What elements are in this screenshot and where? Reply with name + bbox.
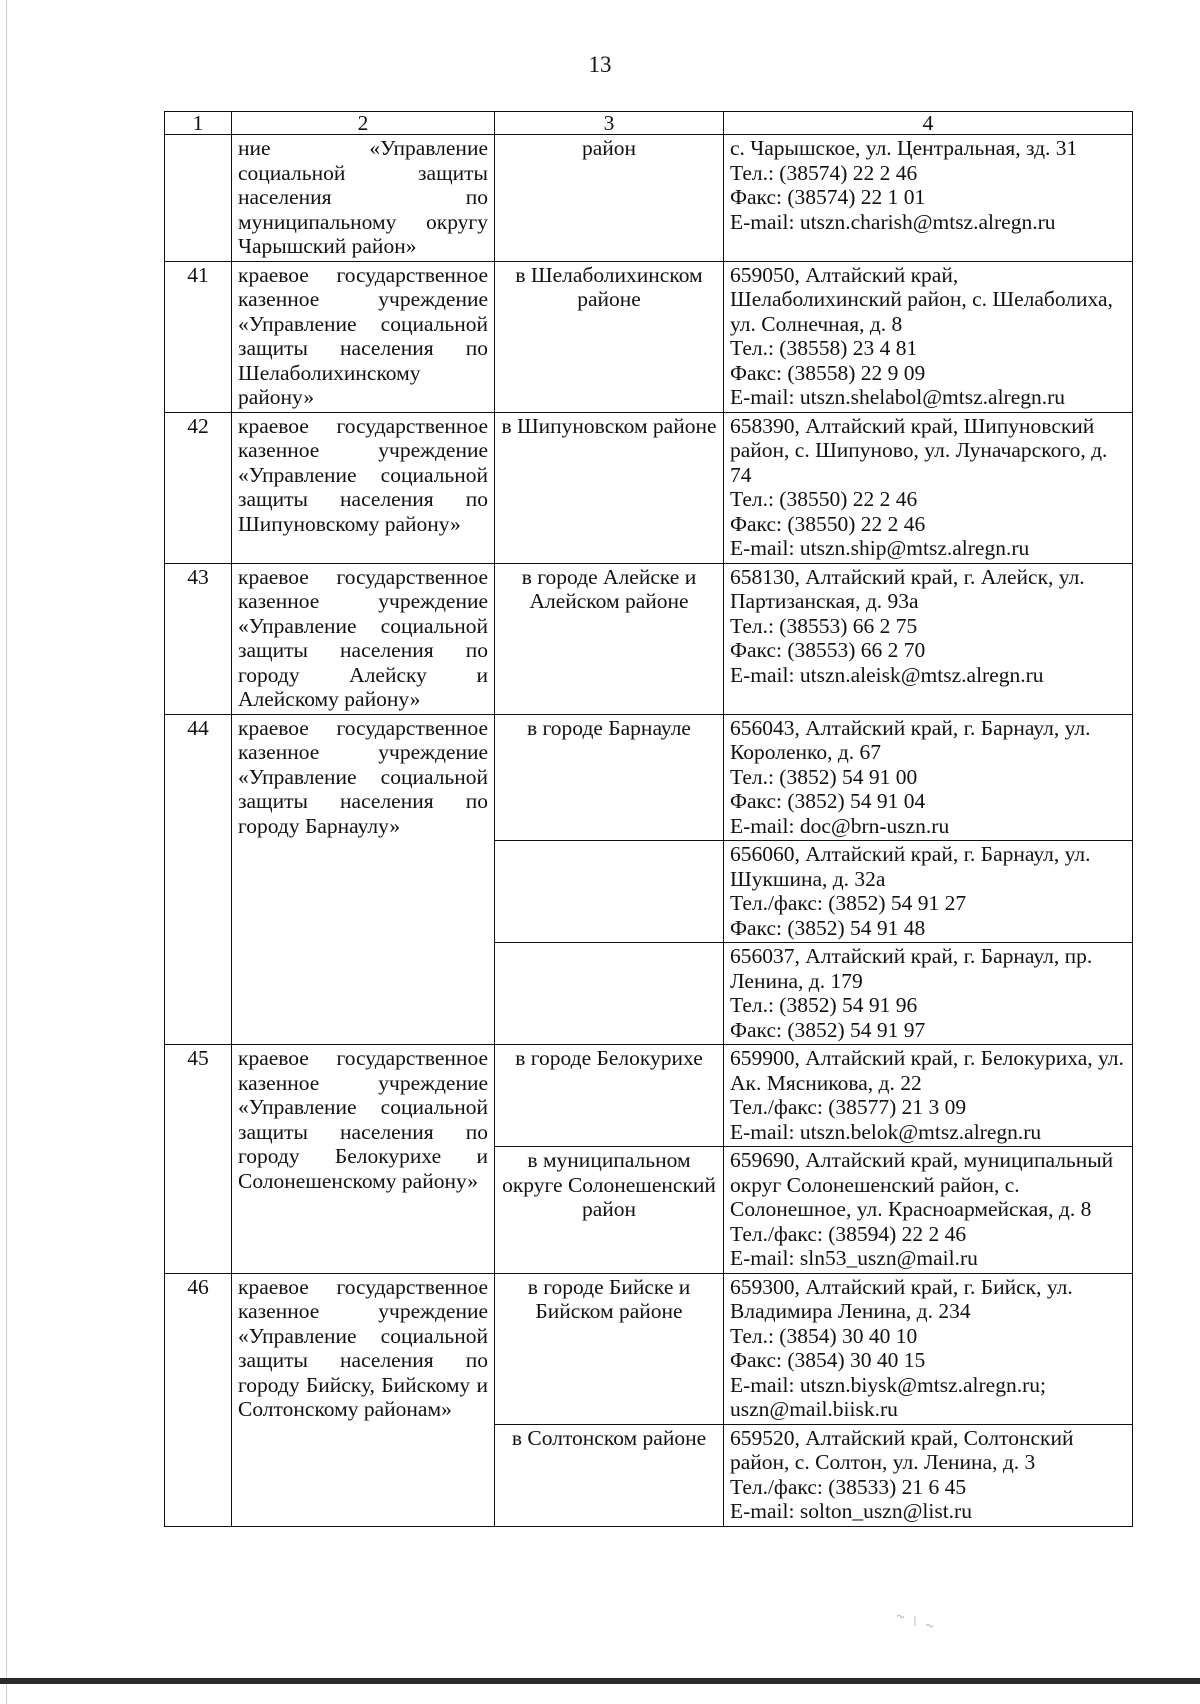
institutions-table (164, 111, 1133, 1527)
row-number: 44 (165, 714, 232, 1045)
contact-line: E-mail: solton_uszn@list.ru (730, 1499, 972, 1523)
table-row (165, 1045, 1133, 1147)
contact-line: Тел.: (3852) 54 91 96 (730, 993, 918, 1017)
contact-line: Факс: (3852) 54 91 48 (730, 915, 926, 940)
table-body (165, 135, 1133, 1527)
service-area (495, 943, 724, 1045)
service-area: в городе Бийске и Бийском районе (495, 1273, 724, 1424)
contact-line: E-mail: utszn.charish@mtsz.alregn.ru (730, 209, 1056, 234)
scan-edge-left (6, 0, 7, 1704)
contact-line: Тел.: (38574) 22 2 46 (730, 160, 918, 185)
contact-line: Тел./факс: (38533) 21 6 45 (730, 1474, 967, 1499)
contact-line: 656043, Алтайский край, г. Барнаул, ул. Короленко, д. 67 (730, 715, 1091, 764)
scan-artifact: ~ \ ~ (894, 1608, 938, 1636)
service-area: в городе Алейске и Алейском районе (495, 563, 724, 714)
row-number: 41 (165, 261, 232, 412)
institution-name: краевое государственное казенное учреждение «Управление социальной защиты населения по Шелаболихинскому району» (232, 261, 495, 412)
contact-details (724, 261, 1133, 412)
institution-name: краевое государственное казенное учреждение «Управление социальной защиты населения по городу Бийску, Бийскому и Солтонскому районам» (232, 1273, 495, 1526)
contact-line: E-mail: sln53_uszn@mail.ru (730, 1246, 978, 1270)
contact-details (724, 841, 1133, 943)
institution-name: краевое государственное казенное учреждение «Управление социальной защиты населения по Шипуновскому району» (232, 412, 495, 563)
contact-details (724, 563, 1133, 714)
header-row (165, 112, 1133, 135)
contact-line: E-mail: utszn.belok@mtsz.alregn.ru (730, 1119, 1042, 1144)
contact-line: 658130, Алтайский край, г. Алейск, ул. Партизанская, д. 93а (730, 564, 1085, 613)
contact-details (724, 1273, 1133, 1424)
column-header: 4 (724, 112, 1133, 135)
contact-details (724, 1424, 1133, 1526)
institution-name: ние «Управление социальной защиты населения по муниципальному округу Чарышский район» (232, 135, 495, 262)
contact-line: Факс: (38553) 66 2 70 (730, 638, 926, 662)
contact-details (724, 135, 1133, 262)
contact-line: Факс: (3852) 54 91 04 (730, 789, 926, 813)
column-header: 2 (232, 112, 495, 135)
institution-name: краевое государственное казенное учреждение «Управление социальной защиты населения по городу Белокурихе и Солонешенскому району» (232, 1045, 495, 1274)
service-area: в городе Барнауле (495, 714, 724, 841)
contact-line: Тел.: (38550) 22 2 46 (730, 487, 918, 511)
scan-edge-bottom (0, 1678, 1200, 1684)
contact-line: Тел.: (3852) 54 91 00 (730, 764, 918, 789)
contact-details (724, 1045, 1133, 1147)
contact-line: Тел./факс: (38577) 21 3 09 (730, 1095, 967, 1119)
service-area (495, 841, 724, 943)
contact-line: 659050, Алтайский край, Шелаболихинский район, с. Шелаболиха, ул. Солнечная, д. 8 (730, 262, 1113, 336)
service-area: в муниципальном округе Солонешенский район (495, 1147, 724, 1274)
row-number (165, 135, 232, 262)
service-area: в Шелаболихинском районе (495, 261, 724, 412)
contact-line: с. Чарышское, ул. Центральная, зд. 31 (730, 136, 1078, 160)
contact-line: Факс: (38550) 22 2 46 (730, 511, 926, 536)
institution-name: краевое государственное казенное учреждение «Управление социальной защиты населения по городу Барнаулу» (232, 714, 495, 1045)
contact-line: E-mail: doc@brn-uszn.ru (730, 813, 950, 838)
contact-details (724, 714, 1133, 841)
row-number: 43 (165, 563, 232, 714)
page-number: 13 (588, 52, 612, 77)
table-row (165, 261, 1133, 412)
service-area: в Шипуновском районе (495, 412, 724, 563)
contact-line: uszn@mail.biisk.ru (730, 1397, 898, 1421)
column-header: 1 (165, 112, 232, 135)
contact-line: Тел.: (38558) 23 4 81 (730, 336, 918, 360)
contact-line: 656037, Алтайский край, г. Барнаул, пр. Ленина, д. 179 (730, 944, 1093, 993)
row-number: 42 (165, 412, 232, 563)
table-row (165, 135, 1133, 262)
contact-details (724, 1147, 1133, 1274)
institution-name: краевое государственное казенное учреждение «Управление социальной защиты населения по городу Алейску и Алейскому району» (232, 563, 495, 714)
contact-line: E-mail: utszn.shelabol@mtsz.alregn.ru (730, 385, 1066, 409)
contact-line: E-mail: utszn.biysk@mtsz.alregn.ru; (730, 1372, 1046, 1397)
contact-line: Факс: (3854) 30 40 15 (730, 1348, 926, 1372)
contact-line: Факс: (38574) 22 1 01 (730, 185, 926, 209)
table-row (165, 412, 1133, 563)
service-area: район (495, 135, 724, 262)
contact-line: Факс: (38558) 22 9 09 (730, 360, 926, 385)
row-number: 46 (165, 1273, 232, 1526)
service-area: в городе Белокурихе (495, 1045, 724, 1147)
contact-line: 659690, Алтайский край, муниципальный округ Солонешенский район, с. Солонешное, ул. Красноармейская, д. 8 (730, 1148, 1114, 1221)
contact-line: 658390, Алтайский край, Шипуновский район, с. Шипуново, ул. Луначарского, д. 74 (730, 413, 1108, 487)
contact-line: 659520, Алтайский край, Солтонский район, с. Солтон, ул. Ленина, д. 3 (730, 1425, 1074, 1474)
contact-line: E-mail: utszn.ship@mtsz.alregn.ru (730, 536, 1030, 560)
contact-line: Тел.: (38553) 66 2 75 (730, 613, 918, 638)
contact-line: Факс: (3852) 54 91 97 (730, 1017, 926, 1042)
row-number: 45 (165, 1045, 232, 1274)
service-area: в Солтонском районе (495, 1424, 724, 1526)
contact-line: Тел./факс: (38594) 22 2 46 (730, 1221, 967, 1246)
table-row (165, 1273, 1133, 1424)
column-header: 3 (495, 112, 724, 135)
contact-line: 659300, Алтайский край, г. Бийск, ул. Владимира Ленина, д. 234 (730, 1274, 1073, 1323)
contact-details (724, 412, 1133, 563)
contact-line: Тел.: (3854) 30 40 10 (730, 1323, 918, 1348)
contact-details (724, 943, 1133, 1045)
table-row (165, 714, 1133, 841)
table-row (165, 563, 1133, 714)
contact-line: 656060, Алтайский край, г. Барнаул, ул. Шукшина, д. 32а (730, 842, 1091, 891)
contact-line: E-mail: utszn.aleisk@mtsz.alregn.ru (730, 662, 1044, 687)
contact-line: Тел./факс: (3852) 54 91 27 (730, 891, 967, 915)
contact-line: 659900, Алтайский край, г. Белокуриха, ул. Ак. Мясникова, д. 22 (730, 1046, 1124, 1095)
